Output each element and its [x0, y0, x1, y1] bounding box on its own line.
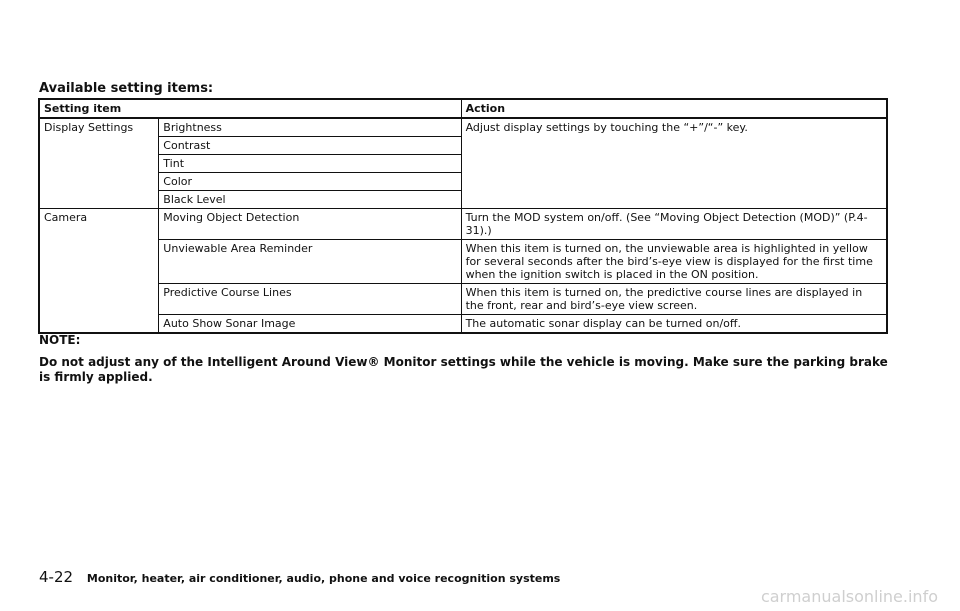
page-number: 4-22: [39, 568, 74, 586]
chapter-title: Monitor, heater, air conditioner, audio, phone and voice recognition systems: [86, 572, 561, 585]
group-display-settings: Display Settings: [39, 118, 159, 209]
item-tint: Tint: [159, 155, 461, 173]
page-footer: [39, 568, 560, 586]
table-row: [39, 240, 887, 284]
item-moving-object-detection: Moving Object Detection: [159, 209, 461, 240]
section-heading: Available setting items:: [39, 81, 214, 96]
action-moving-object-detection: Turn the MOD system on/off. (See “Moving Object Detection (MOD)” (P.4-31).): [461, 209, 887, 240]
table-row: [39, 209, 887, 240]
item-predictive-course-lines: Predictive Course Lines: [159, 284, 461, 315]
item-unviewable-area-reminder: Unviewable Area Reminder: [159, 240, 461, 284]
note-label: NOTE:: [39, 333, 81, 347]
item-color: Color: [159, 173, 461, 191]
table-row: [39, 118, 887, 137]
item-contrast: Contrast: [159, 137, 461, 155]
note-text: Do not adjust any of the Intelligent Around View® Monitor settings while the vehicle is moving. Make sure the parking brake is firmly applied.: [39, 355, 888, 384]
action-predictive-course-lines: When this item is turned on, the predictive course lines are displayed in the front, rear and bird’s-eye view screen.: [461, 284, 887, 315]
header-action: Action: [461, 99, 887, 118]
table-row: [39, 284, 887, 315]
header-setting-item: Setting item: [39, 99, 461, 118]
group-camera: Camera: [39, 209, 159, 334]
item-auto-show-sonar-image: Auto Show Sonar Image: [159, 315, 461, 334]
item-brightness: Brightness: [159, 118, 461, 137]
watermark: carmanualsonline.info: [760, 587, 938, 606]
table-row: [39, 315, 887, 334]
item-black-level: Black Level: [159, 191, 461, 209]
action-auto-show-sonar-image: The automatic sonar display can be turned on/off.: [461, 315, 887, 334]
action-unviewable-area-reminder: When this item is turned on, the unviewable area is highlighted in yellow for several seconds after the bird’s-eye view is displayed for the first time when the ignition switch is placed in the ON position.: [461, 240, 887, 284]
settings-table: [38, 98, 888, 334]
table-header-row: [39, 99, 887, 118]
action-display-settings: Adjust display settings by touching the “+”/“-” key.: [461, 118, 887, 209]
